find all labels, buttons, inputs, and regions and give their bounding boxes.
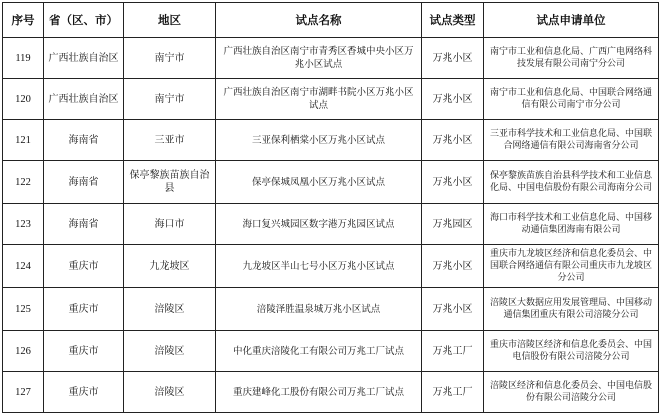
cell-pilot-type: 万兆工厂	[422, 372, 484, 413]
cell-province: 重庆市	[44, 288, 124, 331]
cell-province: 重庆市	[44, 372, 124, 413]
cell-pilot-name: 海口复兴城园区数字港万兆园区试点	[216, 204, 422, 245]
cell-province: 广西壮族自治区	[44, 79, 124, 120]
cell-applicant: 涪陵区经济和信息化委员会、中国电信股份有限公司涪陵分公司	[484, 372, 659, 413]
cell-province: 重庆市	[44, 245, 124, 288]
table-row	[3, 120, 659, 161]
table-row	[3, 288, 659, 331]
cell-seq: 123	[3, 204, 44, 245]
cell-pilot-name: 涪陵泽胜温泉城万兆小区试点	[216, 288, 422, 331]
cell-applicant: 海口市科学技术和工业信息化局、中国移动通信集团海南有限公司	[484, 204, 659, 245]
cell-province: 海南省	[44, 204, 124, 245]
cell-pilot-type: 万兆小区	[422, 161, 484, 204]
cell-applicant: 涪陵区大数据应用发展管理局、中国移动通信集团重庆有限公司涪陵分公司	[484, 288, 659, 331]
cell-applicant: 南宁市工业和信息化局、中国联合网络通信有限公司南宁市分公司	[484, 79, 659, 120]
cell-seq: 121	[3, 120, 44, 161]
cell-seq: 127	[3, 372, 44, 413]
cell-pilot-type: 万兆小区	[422, 120, 484, 161]
cell-region: 南宁市	[124, 38, 216, 79]
cell-pilot-type: 万兆小区	[422, 245, 484, 288]
table-row	[3, 79, 659, 120]
cell-seq: 125	[3, 288, 44, 331]
cell-province: 海南省	[44, 120, 124, 161]
cell-applicant: 三亚市科学技术和工业信息化局、中国联合网络通信有限公司海南省分公司	[484, 120, 659, 161]
cell-pilot-type: 万兆园区	[422, 204, 484, 245]
cell-region: 涪陵区	[124, 372, 216, 413]
cell-region: 涪陵区	[124, 288, 216, 331]
cell-region: 海口市	[124, 204, 216, 245]
cell-region: 九龙坡区	[124, 245, 216, 288]
table-row	[3, 204, 659, 245]
cell-region: 保亭黎族苗族自治县	[124, 161, 216, 204]
cell-pilot-name: 三亚保利栖棠小区万兆小区试点	[216, 120, 422, 161]
cell-pilot-type: 万兆小区	[422, 79, 484, 120]
table-row	[3, 161, 659, 204]
pilot-table	[2, 2, 659, 413]
table-row	[3, 245, 659, 288]
cell-region: 南宁市	[124, 79, 216, 120]
header-row	[3, 3, 659, 38]
table-row	[3, 38, 659, 79]
cell-region: 涪陵区	[124, 331, 216, 372]
cell-region: 三亚市	[124, 120, 216, 161]
header-province: 省（区、市）	[44, 3, 124, 38]
cell-seq: 122	[3, 161, 44, 204]
cell-applicant: 重庆市九龙坡区经济和信息化委员会、中国联合网络通信有限公司重庆市九龙坡区分公司	[484, 245, 659, 288]
header-pilot-name: 试点名称	[216, 3, 422, 38]
table-row	[3, 331, 659, 372]
cell-province: 海南省	[44, 161, 124, 204]
cell-applicant: 保亭黎族苗族自治县科学技术和工业信息化局、中国电信股份有限公司海南分公司	[484, 161, 659, 204]
table-row	[3, 372, 659, 413]
cell-seq: 120	[3, 79, 44, 120]
cell-pilot-name: 广西壮族自治区南宁市湖畔书院小区万兆小区试点	[216, 79, 422, 120]
header-region: 地区	[124, 3, 216, 38]
cell-pilot-name: 广西壮族自治区南宁市青秀区香城中央小区万兆小区试点	[216, 38, 422, 79]
cell-pilot-type: 万兆小区	[422, 38, 484, 79]
header-pilot-type: 试点类型	[422, 3, 484, 38]
cell-pilot-name: 保亭保城凤凰小区万兆小区试点	[216, 161, 422, 204]
cell-pilot-type: 万兆小区	[422, 288, 484, 331]
header-applicant: 试点申请单位	[484, 3, 659, 38]
cell-pilot-name: 重庆建峰化工股份有限公司万兆工厂试点	[216, 372, 422, 413]
header-seq: 序号	[3, 3, 44, 38]
cell-province: 广西壮族自治区	[44, 38, 124, 79]
cell-seq: 126	[3, 331, 44, 372]
cell-pilot-type: 万兆工厂	[422, 331, 484, 372]
cell-pilot-name: 九龙坡区半山七号小区万兆小区试点	[216, 245, 422, 288]
cell-applicant: 南宁市工业和信息化局、广西广电网络科技发展有限公司南宁分公司	[484, 38, 659, 79]
cell-province: 重庆市	[44, 331, 124, 372]
cell-seq: 124	[3, 245, 44, 288]
cell-seq: 119	[3, 38, 44, 79]
cell-pilot-name: 中化重庆涪陵化工有限公司万兆工厂试点	[216, 331, 422, 372]
cell-applicant: 重庆市涪陵区经济和信息化委员会、中国电信股份有限公司涪陵分公司	[484, 331, 659, 372]
